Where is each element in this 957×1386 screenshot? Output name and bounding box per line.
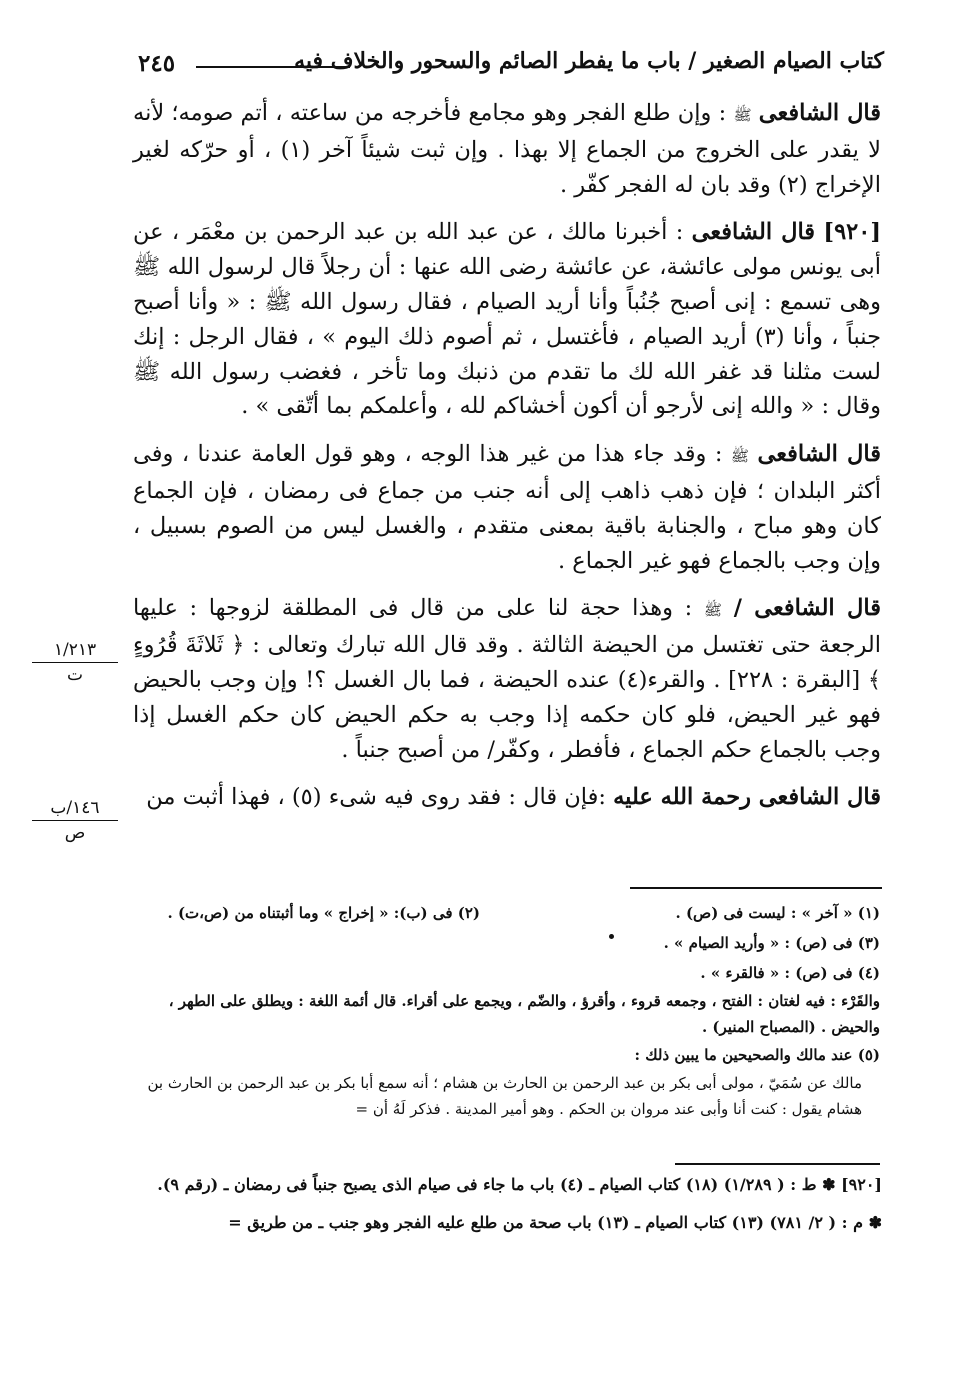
paragraph-text: : وقد جاء هذا من غير هذا الوجه ، وهو قول العامة عندنا ، وفى أكثر البلدان ؛ فإن ذهب ذاهب إلى أنه جنب من جماع فى رمضان ، فإن الجماع كان وهو مباح ، والجنابة باقية بمعنى متقدم ، والغسل ليس من الصوم بسبيل ، وإن وجب بالجماع فهو غير الجماع . bbox=[133, 441, 881, 574]
honorific-symbol: ﷺ bbox=[733, 106, 752, 124]
footnote-2: (٢) فى (ب): « إخراج » وما أثبتناه من (ص،ت) . bbox=[167, 904, 480, 922]
footnote-1: (١) « آخر » : ليست فى (ص) . bbox=[675, 904, 880, 922]
paragraph bbox=[133, 215, 881, 424]
speaker-lead: قال الشافعى رحمة الله عليه bbox=[613, 784, 881, 811]
speaker-lead: قال الشافعى bbox=[758, 100, 882, 126]
paragraph bbox=[133, 591, 881, 767]
margin-reference bbox=[32, 640, 118, 685]
margin-reference-ms: ت bbox=[66, 665, 83, 685]
margin-reference-folio: ١٤٦/ب bbox=[32, 798, 118, 821]
footnote-5-note: مالك عن سُمَيّ ، مولى أبى بكر بن عبد الرحمن بن الحارث بن هشام ؛ أنه سمع أبا بكر بن عبد الرحمن بن الحارث بن هشام يقول : كنت أنا وأبى عند مروان بن الحكم . وهو أمير المدينة . فذكر لَهُ أن = bbox=[147, 1074, 862, 1118]
footnote-5: (٥) عند مالك والصحيحين ما يبين ذلك : bbox=[634, 1046, 880, 1064]
takhrij-sources bbox=[140, 1170, 882, 1246]
footnote-row bbox=[140, 898, 880, 928]
margin-reference-ms: ص bbox=[64, 823, 86, 843]
sources-divider bbox=[675, 1163, 880, 1165]
footnote-4-note: والقَرْء : فيه لغتان : الفتح ، وجمعه قروء ، وأقرؤ ، والضّم ، ويجمع على أقراء. قال أئمة اللغة : ويطلق على الطهر ، والحيض . (المصباح المنير) . bbox=[168, 992, 880, 1036]
chapter-title: كتاب الصيام الصغير / باب ما يفطر الصائم والسحور والخلاف فيه bbox=[294, 48, 884, 74]
source-entry: ✽ م : ( ٢/ ٧٨١) (١٣) كتاب الصيام ـ (١٣) باب صحة من طلع عليه الفجر وهو جنب ـ من طريق = bbox=[228, 1213, 882, 1232]
footnotes bbox=[140, 898, 880, 1122]
paragraph-text: :فإن قال : فقد روى فيه شىء (٥) ، فهذا أثبت من bbox=[146, 784, 606, 811]
footnote-4: (٤) فى (ص) : « فالقرء » . bbox=[700, 964, 880, 982]
footnote-divider bbox=[630, 887, 882, 889]
paragraph-text: : وإن طلع الفجر وهو مجامع فأخرجه من ساعته ، أتم صومه؛ لأنه لا يقدر على الخروج من الجماع إلا بهذا . وإن ثبت شيئاً آخر (١) ، أو حرّكه لغير الإخراج (٢) وقد بان له الفجر كفّر . bbox=[133, 100, 881, 198]
running-header bbox=[132, 46, 884, 84]
honorific-symbol: ﷺ bbox=[703, 601, 723, 620]
page-number: ٢٤٥ bbox=[138, 50, 176, 77]
margin-reference bbox=[32, 798, 118, 843]
honorific-symbol: ﷺ bbox=[730, 447, 750, 466]
footnote-3: (٣) فى (ص) : « وأريد الصيام » . bbox=[663, 934, 880, 952]
paragraph bbox=[133, 437, 881, 578]
speaker-lead: قال الشافعى bbox=[757, 441, 881, 468]
speaker-lead: قال الشافعى bbox=[691, 219, 816, 246]
paragraph bbox=[133, 96, 881, 202]
paragraph bbox=[133, 780, 881, 815]
margin-reference-folio: ١/٢١٣ bbox=[32, 640, 118, 663]
paragraph-text: : أخبرنا مالك ، عن عبد الله بن عبد الرحمن بن معْمَر ، عن أبى يونس مولى عائشة، عن عائشة رضى الله عنها : أن رجلاً قال لرسول الله ﷺ وهى تسمع : إنى أصبح جُنُباً وأنا أريد الصيام ، فقال رسول الله ﷺ : « وأنا أصبح جنباً ، وأنا (٣) أريد الصيام ، فأغتسل ، ثم أصوم ذلك اليوم » ، فقال الرجل : إنك لست مثلنا قد غفر الله لك ما تقدم من ذنبك وما تأخر ، فغضب رسول الله ﷺ وقال : « والله إنى لأرجو أن أكون أخشاكم لله ، وأعلمكم بما أتّقى » . bbox=[133, 219, 882, 420]
main-text bbox=[133, 96, 881, 828]
hadith-number: [٩٢٠] bbox=[823, 219, 881, 246]
source-entry: [٩٢٠] ✽ ط : ( ١/٢٨٩) (١٨) كتاب الصيام ـ (٤) باب ما جاء فى صيام الذى يصبح جنباً فى رمضان ـ (رقم ٩). bbox=[157, 1175, 882, 1194]
speaker-lead: قال الشافعى / bbox=[733, 595, 881, 622]
paragraph-text: : وهذا حجة لنا على من قال فى المطلقة لزوجها : عليها الرجعة حتى تغتسل من الحيضة الثالثة . وقد قال الله تبارك وتعالى : ﴿ ثَلاثَةَ قُرُوءٍ ﴾ [البقرة : ٢٢٨] . والقرء(٤) عنده الحيضة ، فما بال الغسل ؟! وإن وجب بالحيض فهو غير الحيض، فلو كان حكمه إذا وجب به حكم الحيض كان حكم الغسل إذا وجب بالجماع حكم الجماع ، فأفطر ، وكفّر/ من أصبح جنباً . bbox=[133, 595, 882, 763]
